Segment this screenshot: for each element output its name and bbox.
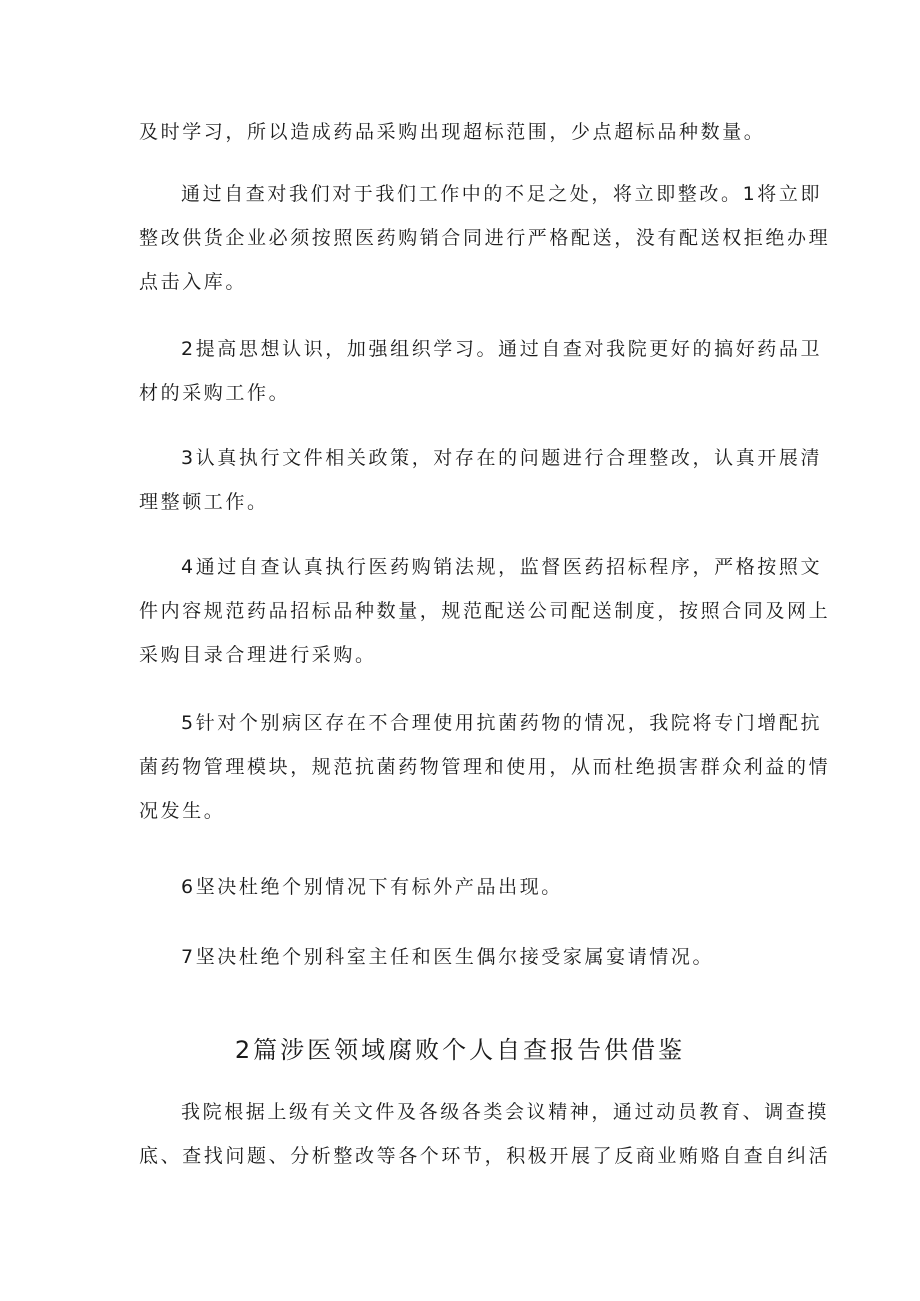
paragraph-continuation [139, 110, 781, 154]
text-line: 及时学习，所以造成药品采购出现超标范围，少点超标品种数量。 [139, 121, 766, 143]
text-line: 点击入库。 [139, 271, 248, 293]
text-line: 2提高思想认识，加强组织学习。通过自查对我院更好的搞好药品卫 [181, 338, 823, 360]
text-line: 整改供货企业必须按照医药购销合同进行严格配送，没有配送权拒绝办理 [139, 227, 831, 249]
paragraph-self-check-rectification [139, 172, 831, 304]
paragraph-item-5 [139, 701, 831, 833]
section-heading: 2篇涉医领域腐败个人自查报告供借鉴 [234, 1036, 686, 1064]
text-line: 件内容规范药品招标品种数量，规范配送公司配送制度，按照合同及网上 [139, 600, 831, 622]
text-line: 6坚决杜绝个别情况下有标外产品出现。 [181, 876, 563, 898]
text-line: 菌药物管理模块，规范抗菌药物管理和使用，从而杜绝损害群众利益的情 [139, 756, 831, 778]
paragraph-item-7 [139, 935, 781, 979]
text-line: 我院根据上级有关文件及各级各类会议精神，通过动员教育、调查摸 [181, 1101, 830, 1123]
text-line: 3认真执行文件相关政策，对存在的问题进行合理整改，认真开展清 [181, 447, 823, 469]
text-line: 5针对个别病区存在不合理使用抗菌药物的情况，我院将专门增配抗 [181, 712, 823, 734]
paragraph-item-2 [139, 327, 823, 415]
paragraph-item-6 [139, 865, 781, 909]
text-line: 采购目录合理进行采购。 [139, 644, 377, 666]
text-line: 理整顿工作。 [139, 491, 269, 513]
paragraph-item-4 [139, 545, 831, 677]
text-line: 况发生。 [139, 800, 226, 822]
paragraph-item-3 [139, 436, 823, 524]
text-line: 通过自查对我们对于我们工作中的不足之处，将立即整改。1将立即 [181, 183, 823, 205]
text-line: 底、查找问题、分析整改等各个环节，积极开展了反商业贿赂自查自纠活 [139, 1145, 831, 1167]
text-line: 材的采购工作。 [139, 382, 291, 404]
text-line: 4通过自查认真执行医药购销法规，监督医药招标程序，严格按照文 [181, 556, 823, 578]
paragraph-hospital-self-check [139, 1090, 831, 1178]
text-line: 7坚决杜绝个别科室主任和医生偶尔接受家属宴请情况。 [181, 946, 715, 968]
